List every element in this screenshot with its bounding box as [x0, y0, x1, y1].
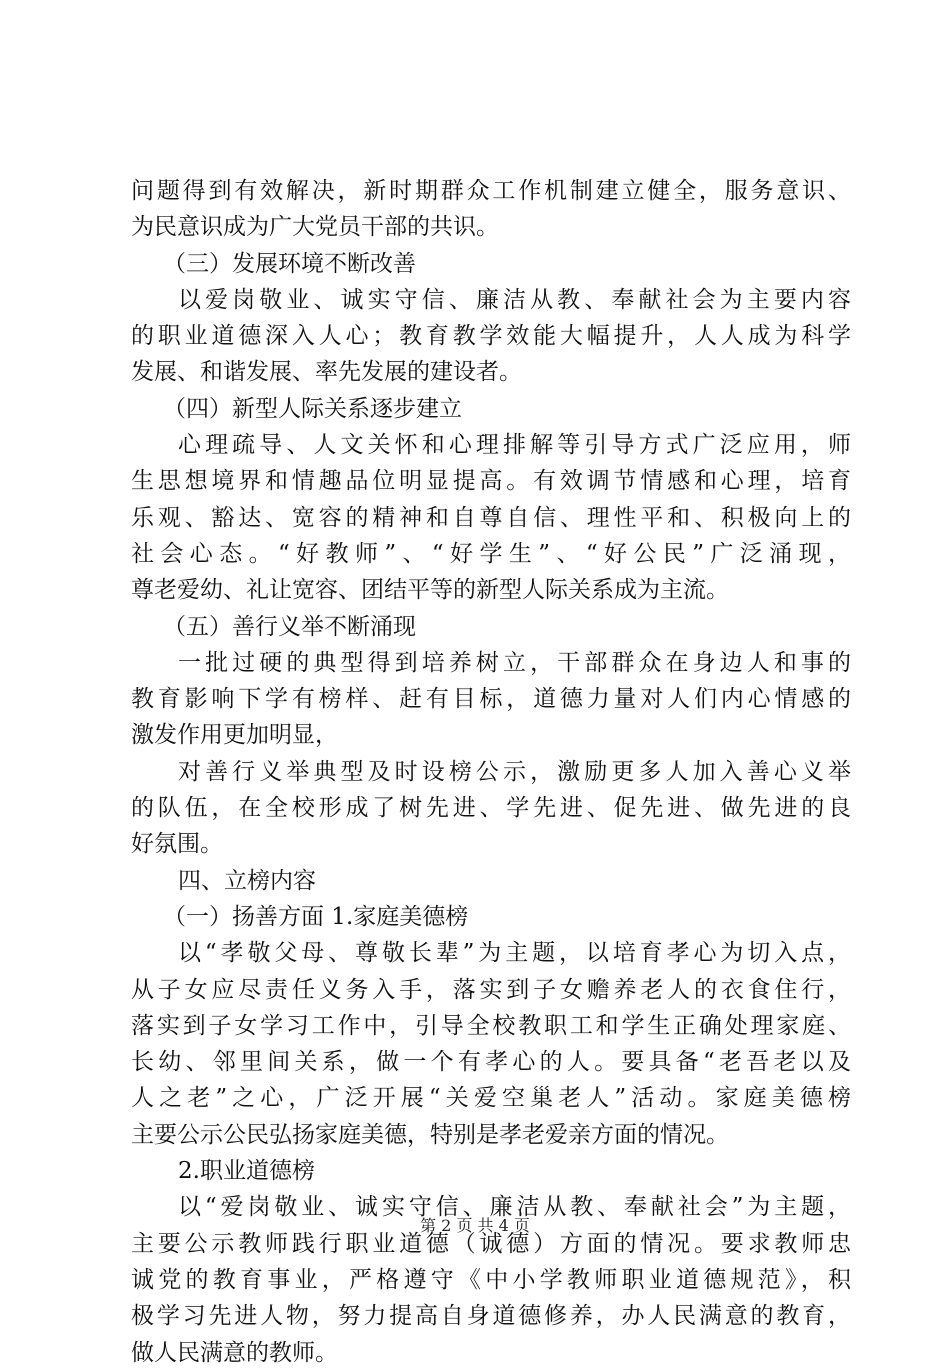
paragraph-line: 生思想境界和情趣品位明显提高。有效调节情感和心理，培育: [131, 468, 851, 495]
paragraph-line: 的职业道德深入人心；教育教学效能大幅提升，人人成为科学: [131, 323, 851, 350]
paragraph-line: 对善行义举典型及时设榜公示，激励更多人加入善心义举: [178, 758, 851, 785]
paragraph-line: 激发作用更加明显，: [131, 722, 338, 749]
paragraph-line: 长幼、邻里间关系，做一个有孝心的人。要具备“老吾老以及: [131, 1049, 851, 1076]
section-heading: （五）善行义举不断涌现: [163, 613, 416, 640]
paragraph-line: 教育影响下学有榜样、赶有目标，道德力量对人们内心情感的: [131, 686, 851, 713]
paragraph-line: 尊老爱幼、礼让宽容、团结平等的新型人际关系成为主流。: [131, 577, 729, 604]
paragraph-line: 人之老”之心，广泛开展“关爱空巢老人”活动。家庭美德榜: [131, 1085, 851, 1112]
document-body: [131, 173, 851, 1371]
paragraph-line: 好氛围。: [131, 831, 223, 858]
section-heading: （四）新型人际关系逐步建立: [163, 395, 462, 422]
section-heading: （三）发展环境不断改善: [163, 250, 416, 277]
paragraph-line: 以“爱岗敬业、诚实守信、廉洁从教、奉献社会”为主题，: [178, 1194, 851, 1221]
section-heading: 四、立榜内容: [178, 867, 316, 894]
paragraph-line: 极学习先进人物，努力提高自身道德修养，办人民满意的教育，: [131, 1303, 851, 1330]
paragraph-line: 诚党的教育事业，严格遵守《中小学教师职业道德规范》，积: [131, 1266, 851, 1293]
paragraph-line: 问题得到有效解决，新时期群众工作机制建立健全，服务意识、: [131, 178, 851, 204]
paragraph-line: 一批过硬的典型得到培养树立，干部群众在身边人和事的: [178, 649, 851, 676]
section-heading: 2.职业道德榜: [178, 1158, 315, 1185]
paragraph-line: 从子女应尽责任义务入手，落实到子女赡养老人的衣食住行，: [131, 976, 851, 1003]
paragraph-line: 主要公示教师践行职业道德（诚德）方面的情况。要求教师忠: [131, 1230, 851, 1257]
paragraph-line: 落实到子女学习工作中，引导全校教职工和学生正确处理家庭、: [131, 1012, 851, 1039]
paragraph-line: 以爱岗敬业、诚实守信、廉洁从教、奉献社会为主要内容: [178, 286, 851, 313]
paragraph-line: 为民意识成为广大党员干部的共识。: [131, 214, 499, 241]
paragraph-line: 乐观、豁达、宽容的精神和自尊自信、理性平和、积极向上的: [131, 504, 851, 531]
paragraph-line: 做人民满意的教师。: [131, 1339, 338, 1366]
paragraph-line: 主要公示公民弘扬家庭美德，特别是孝老爱亲方面的情况。: [131, 1121, 729, 1148]
paragraph-line: 以“孝敬父母、尊敬长辈”为主题，以培育孝心为切入点，: [178, 940, 851, 967]
paragraph-line: 社会心态。“好教师”、“好学生”、“好公民”广泛涌现，: [131, 540, 851, 567]
paragraph-line: 的队伍，在全校形成了树先进、学先进、促先进、做先进的良: [131, 795, 851, 822]
section-heading: （一）扬善方面 1.家庭美德榜: [163, 903, 469, 930]
paragraph-line: 发展、和谐发展、率先发展的建设者。: [131, 359, 522, 386]
paragraph-line: 心理疏导、人文关怀和心理排解等引导方式广泛应用，师: [178, 432, 851, 459]
page-footer: 第 2 页 共 4 页: [420, 1216, 530, 1235]
